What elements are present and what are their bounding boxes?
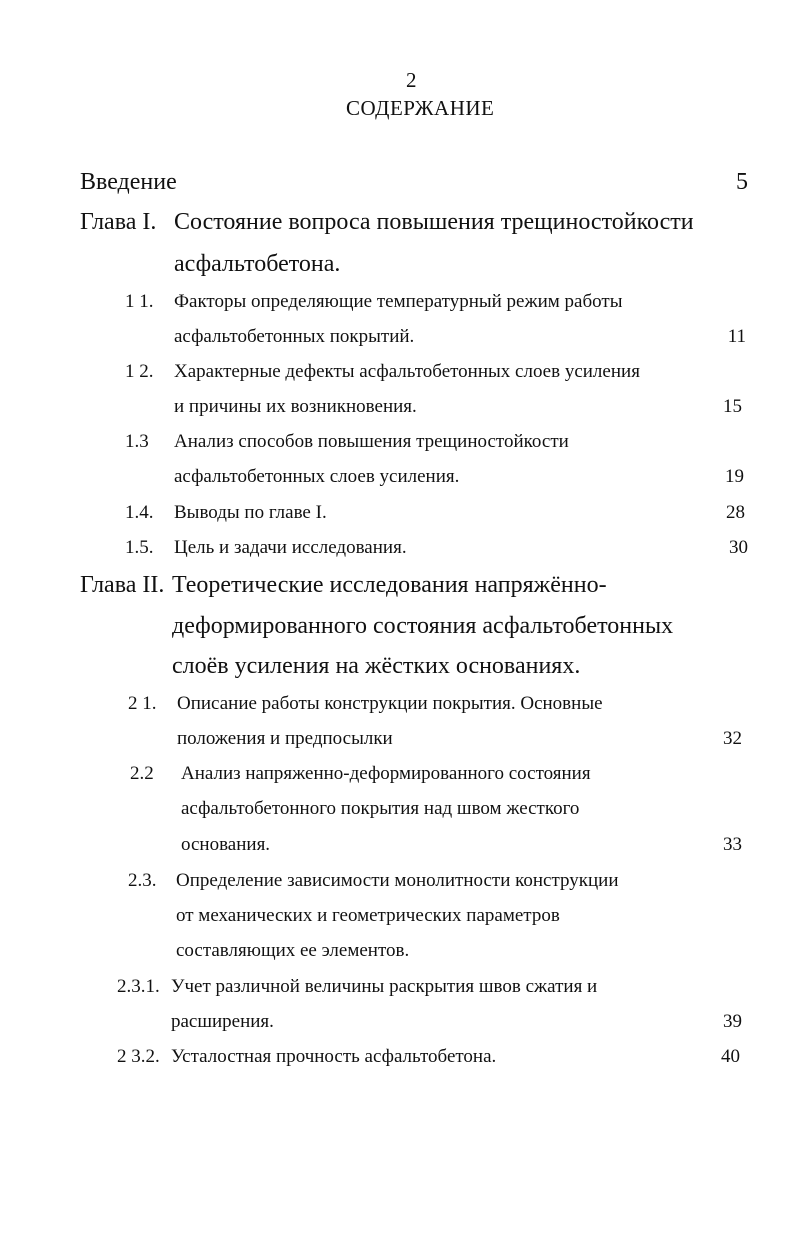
section-1-2-number: 1 2.	[125, 361, 154, 382]
section-1-5-title: Цель и задачи исследования.	[174, 537, 407, 558]
section-1-3-title-line-2: асфальтобетонных слоев усиления.	[174, 466, 460, 487]
section-2-2-title-line-2: асфальтобетонного покрытия над швом жесткого	[181, 798, 580, 819]
section-1-1-page: 11	[727, 326, 746, 347]
section-1-1-title-line-2: асфальтобетонных покрытий.	[174, 326, 415, 347]
chapter-1-label: Глава I.	[80, 209, 157, 235]
section-2-3-title-line-3: составляющих ее элементов.	[176, 940, 410, 961]
section-2-3-title-line-1: Определение зависимости монолитности конструкции	[176, 870, 619, 891]
chapter-1-title-line-2: асфальтобетона.	[174, 251, 341, 277]
section-1-3-page: 19	[725, 466, 744, 487]
section-1-1-title-line-1: Факторы определяющие температурный режим работы	[174, 291, 623, 312]
section-2-3-1-title-line-2: расширения.	[171, 1011, 274, 1032]
chapter-2-title-line-1: Теоретические исследования напряжённо-	[172, 572, 607, 598]
section-2-3-1-number: 2.3.1.	[117, 976, 160, 997]
section-1-2-page: 15	[723, 396, 742, 417]
chapter-2-title-line-2: деформированного состояния асфальтобетонных	[172, 613, 674, 639]
section-2-1-title-line-2: положения и предпосылки	[177, 728, 393, 749]
section-1-3-title-line-1: Анализ способов повышения трещиностойкости	[174, 431, 569, 452]
section-1-4-number: 1.4.	[125, 502, 154, 523]
section-2-2-title-line-3: основания.	[181, 834, 271, 855]
section-2-2-title-line-1: Анализ напряженно-деформированного состояния	[181, 763, 591, 784]
page-number: 2	[406, 68, 417, 92]
section-2-1-page: 32	[723, 728, 742, 749]
section-1-5-page: 30	[729, 537, 748, 558]
toc-intro-page: 5	[736, 169, 748, 195]
section-2-3-title-line-2: от механических и геометрических параметров	[176, 905, 560, 926]
section-2-2-number: 2.2	[130, 763, 154, 784]
section-1-3-number: 1.3	[125, 431, 149, 452]
chapter-2-label: Глава II.	[80, 572, 165, 598]
chapter-2-title-line-3: слоёв усиления на жёстких основаниях.	[172, 653, 581, 679]
section-1-4-page: 28	[726, 502, 745, 523]
section-2-3-1-title-line-1: Учет различной величины раскрытия швов сжатия и	[171, 976, 598, 997]
section-2-2-page: 33	[723, 834, 742, 855]
section-1-1-number: 1 1.	[125, 291, 154, 312]
chapter-1-title-line-1: Состояние вопроса повышения трещиностойкости	[174, 209, 694, 235]
toc-intro-title: Введение	[80, 169, 177, 195]
section-2-1-title-line-1: Описание работы конструкции покрытия. Основные	[177, 693, 603, 714]
section-2-3-2-number: 2 3.2.	[117, 1046, 160, 1067]
section-2-3-1-page: 39	[723, 1011, 742, 1032]
page-title: СОДЕРЖАНИЕ	[346, 96, 495, 120]
section-2-1-number: 2 1.	[128, 693, 157, 714]
section-1-4-title: Выводы по главе I.	[174, 502, 327, 523]
section-1-5-number: 1.5.	[125, 537, 154, 558]
section-2-3-number: 2.3.	[128, 870, 157, 891]
section-2-3-2-page: 40	[721, 1046, 740, 1067]
section-1-2-title-line-2: и причины их возникновения.	[174, 396, 417, 417]
section-2-3-2-title: Усталостная прочность асфальтобетона.	[171, 1046, 497, 1067]
section-1-2-title-line-1: Характерные дефекты асфальтобетонных слоев усиления	[174, 361, 640, 382]
